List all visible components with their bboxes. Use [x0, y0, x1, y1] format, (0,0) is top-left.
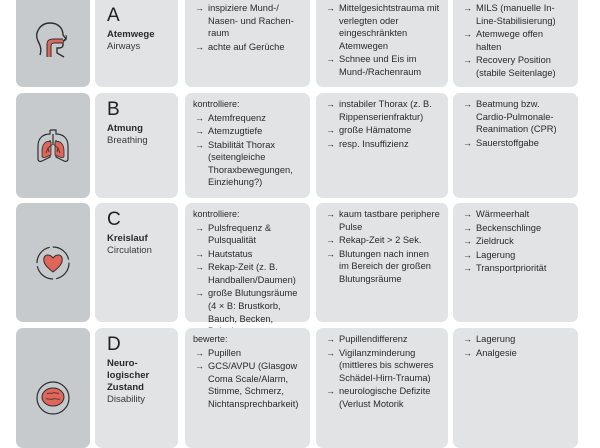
arrow-right-icon: → [195, 288, 204, 299]
measures-list [461, 333, 570, 359]
arrow-right-icon: → [463, 99, 472, 109]
arrow-right-icon: → [195, 112, 204, 123]
list-item: → große Hämatome [326, 125, 412, 136]
arrow-right-icon: → [195, 248, 204, 259]
measures-cell [453, 93, 578, 198]
arrow-right-icon: → [463, 249, 472, 260]
measures-cell [453, 203, 578, 322]
list-item: → Mittelgesichtstrauma mit verlegten oder eingeschränkten Atemwegen [326, 3, 440, 51]
check-cell [185, 93, 310, 198]
arrow-right-icon: → [463, 334, 472, 344]
findings-cell [316, 328, 448, 448]
list-item: → Rekap-Zeit > 2 Sek. [326, 235, 422, 246]
arrow-right-icon: → [326, 386, 335, 397]
category-title-en: Airways [107, 41, 141, 52]
category-letter: D [107, 334, 121, 355]
check-cell [185, 203, 310, 322]
arrow-right-icon: → [463, 263, 472, 274]
list-item: → instabiler Thorax (z. B. Rippenserienfraktur) [326, 99, 432, 122]
category-title-de: Neuro-logischer Zustand [107, 358, 150, 393]
category-title-en: Circulation [107, 245, 152, 256]
list-item: → Hautstatus [195, 248, 253, 259]
arrow-right-icon: → [463, 137, 472, 148]
arrow-right-icon: → [463, 347, 472, 358]
list-item: → neurologische Defizite (Verlust Motorik [326, 386, 431, 409]
arrow-right-icon: → [326, 334, 335, 344]
list-item: → Atemfrequenz [195, 112, 266, 123]
letter-cell [95, 93, 178, 198]
arrow-right-icon: → [326, 347, 335, 358]
list-item: → Zieldruck [463, 236, 514, 247]
category-title-de: Atmung [107, 123, 143, 134]
measures-list [461, 2, 570, 80]
arrow-right-icon: → [195, 222, 204, 233]
list-item: → Atemzugtiefe [195, 126, 263, 137]
arrow-right-icon: → [326, 54, 335, 65]
arrow-right-icon: → [326, 3, 335, 13]
list-item: → inspiziere Mund-/ Nasen- und Rachen-raum [195, 3, 294, 39]
measures-list [461, 98, 570, 149]
check-intro: kontrolliere: [193, 99, 240, 109]
category-letter: C [107, 209, 121, 230]
abcd-row-d [0, 328, 600, 448]
list-item: → Beatmung bzw. Cardio-Pulmonale-Reanimation (CPR) [463, 99, 557, 135]
arrow-right-icon: → [326, 209, 335, 219]
icon-cell [16, 0, 90, 87]
arrow-right-icon: → [195, 139, 204, 150]
list-item: → Wärmeerhalt [463, 209, 530, 219]
list-item: → Analgesie [463, 347, 517, 358]
list-item: → resp. Insuffizienz [326, 138, 409, 149]
check-intro: kontrolliere: [193, 209, 240, 219]
brain-icon [35, 380, 71, 416]
list-item: → kaum tastbare periphere Pulse [326, 209, 440, 232]
icon-cell [16, 93, 90, 198]
list-item: → Sauerstoffgabe [463, 137, 539, 148]
list-item: → Blutungen nach innen im Bereich der großen Blutungsräume [326, 248, 431, 284]
list-item: → Schnee und Eis im Mund-/Rachenraum [326, 54, 422, 77]
measures-cell [453, 328, 578, 448]
list-item: → Pupillendifferenz [326, 334, 408, 344]
arrow-right-icon: → [463, 3, 472, 13]
check-list [193, 347, 302, 411]
arrow-right-icon: → [463, 222, 472, 233]
list-item: → GCS/AVPU (Glasgow Coma Scale/Alarm, Stimme, Schmerz, Nichtansprechbarkeit) [195, 361, 299, 409]
list-item: → Stabilität Thorax (seitengleiche Thoraxbewegungen, Einziehung?) [195, 139, 293, 188]
findings-list [324, 98, 440, 150]
category-title-en: Breathing [107, 135, 148, 146]
letter-cell [95, 203, 178, 322]
list-item: → Pulsfrequenz & Pulsqualität [195, 222, 272, 246]
category-title-en: Disability [107, 394, 146, 405]
check-cell [185, 328, 310, 448]
list-item: → Beckenschlinge [463, 222, 542, 233]
lungs-icon [33, 126, 73, 166]
check-list [193, 2, 302, 53]
category-title-de: Atemwege [107, 29, 155, 40]
list-item: → Recovery Position (stabile Seitenlage) [463, 55, 556, 78]
letter-cell [95, 328, 178, 448]
findings-cell [316, 0, 448, 87]
arrow-right-icon: → [195, 41, 204, 52]
letter-cell [95, 0, 178, 87]
findings-list [324, 2, 440, 79]
arrow-right-icon: → [326, 138, 335, 149]
arrow-right-icon: → [326, 125, 335, 136]
check-list [193, 222, 302, 338]
category-title-de: Kreislauf [107, 233, 148, 244]
findings-cell [316, 203, 448, 322]
heart-circulation-icon [33, 243, 73, 283]
list-item: → Lagerung [463, 249, 516, 260]
category-letter: A [107, 5, 120, 26]
arrow-right-icon: → [326, 99, 335, 109]
findings-list [324, 208, 440, 286]
list-item: → Rekap-Zeit (z. B. Handballen/Daumen) [195, 262, 296, 285]
measures-list [461, 208, 570, 275]
findings-list [324, 333, 440, 411]
check-intro: bewerte: [193, 334, 228, 344]
arrow-right-icon: → [463, 55, 472, 66]
list-item: → Atemwege offen halten [463, 29, 544, 52]
arrow-right-icon: → [195, 262, 204, 273]
category-letter: B [107, 99, 120, 120]
icon-cell [16, 328, 90, 448]
list-item: → Transportpriorität [463, 263, 547, 274]
abcd-row-a [0, 0, 600, 87]
arrow-right-icon: → [326, 235, 335, 246]
list-item: → Pupillen [195, 347, 242, 358]
list-item: → Lagerung [463, 334, 516, 344]
list-item: → große Blutungsräume (4 × B: Brustkorb, Bauch, Becken, [195, 288, 298, 324]
abcd-row-b [0, 93, 600, 198]
icon-cell [16, 203, 90, 322]
arrow-right-icon: → [326, 248, 335, 259]
arrow-right-icon: → [195, 361, 204, 372]
abcd-row-c [0, 203, 600, 322]
arrow-right-icon: → [195, 126, 204, 137]
list-item: → achte auf Gerüche [195, 41, 285, 52]
check-cell [185, 0, 310, 87]
findings-cell [316, 93, 448, 198]
arrow-right-icon: → [195, 347, 204, 358]
list-item: → Vigilanzminderung (mittleres bis schweres Schädel-Hirn-Trauma) [326, 347, 434, 383]
check-list [193, 112, 302, 190]
list-item: → MILS (manuelle In-Line-Stabilisierung) [463, 3, 556, 26]
arrow-right-icon: → [463, 236, 472, 247]
head-airway-icon [30, 17, 76, 63]
arrow-right-icon: → [463, 29, 472, 40]
measures-cell [453, 0, 578, 87]
arrow-right-icon: → [195, 3, 204, 13]
arrow-right-icon: → [463, 209, 472, 219]
